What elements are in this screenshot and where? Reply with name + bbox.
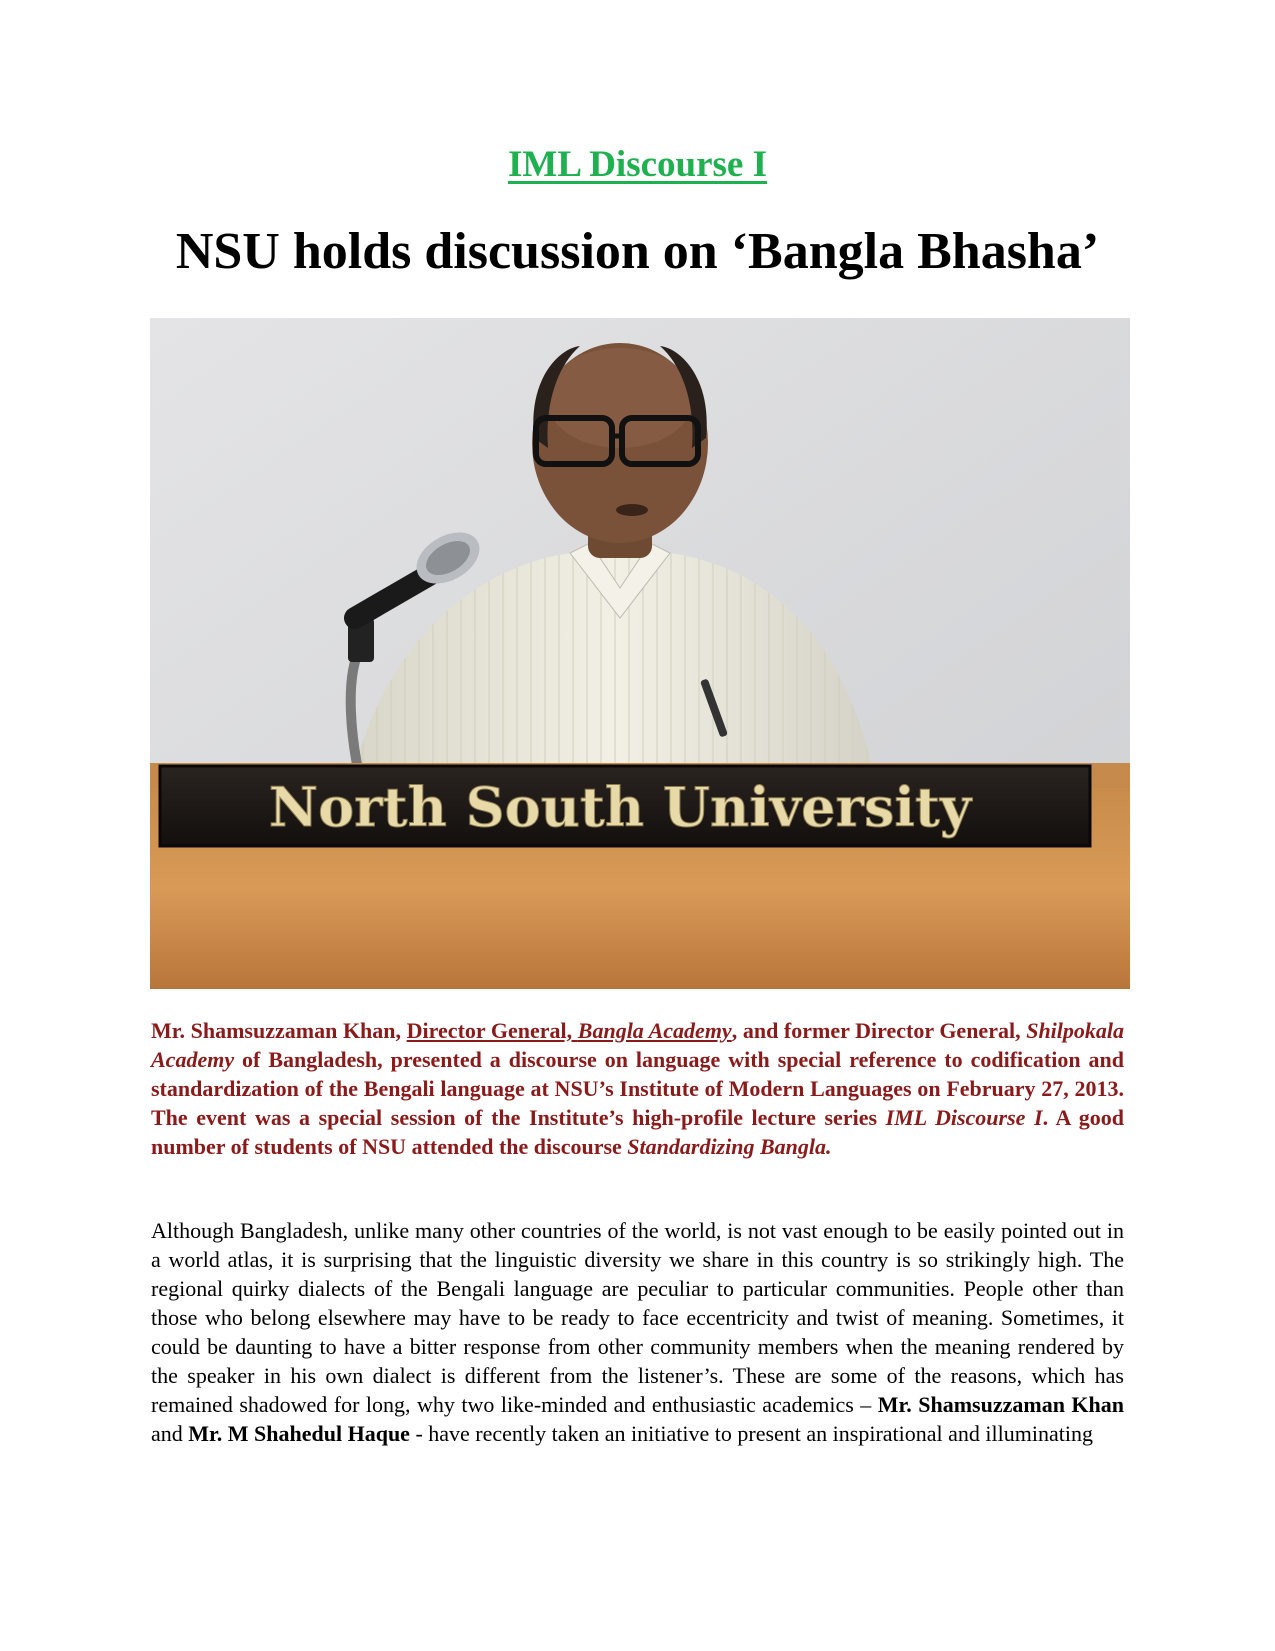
lede-text-3: of Bangladesh, presented a discourse on language with special reference to codification and standardization of the Bengali language at NSU’s Institute of Modern Languages on February 27, 2013. The event was a special session of the Institute’s high-profile lecture series bbox=[151, 1047, 1124, 1130]
section-kicker: IML Discourse I bbox=[508, 144, 767, 185]
body-text-2: and bbox=[151, 1421, 189, 1446]
lede-text-2: , and former Director General, bbox=[731, 1018, 1027, 1043]
article-lede bbox=[151, 1016, 1124, 1161]
article-headline: NSU holds discussion on ‘Bangla Bhasha’ bbox=[175, 223, 1100, 280]
body-name-2: Mr. M Shahedul Haque bbox=[188, 1421, 410, 1446]
article-body bbox=[151, 1216, 1124, 1448]
body-text-3: - have recently taken an initiative to present an inspirational and illuminating bbox=[409, 1421, 1093, 1446]
body-name-1: Mr. Shamsuzzaman Khan bbox=[877, 1392, 1124, 1417]
speaker-photo bbox=[150, 318, 1130, 989]
lede-org-2: Shilpokala Academy bbox=[151, 1018, 1125, 1072]
lede-link-role: Director General, bbox=[406, 1018, 578, 1043]
lede-discourse-title: Standardizing Bangla. bbox=[627, 1134, 832, 1159]
podium-sign-text: North South University bbox=[268, 775, 972, 839]
lede-link-org: Bangla Academy bbox=[577, 1018, 732, 1043]
lede-text-4: . A good number of students of NSU attended the discourse bbox=[151, 1105, 1124, 1159]
lede-series: IML Discourse I bbox=[885, 1105, 1043, 1130]
body-text-1: Although Bangladesh, unlike many other countries of the world, is not vast enough to be easily pointed out in a world atlas, it is surprising that the linguistic diversity we share in this country is so strikingly high. The regional quirky dialects of the Bengali language are peculiar to particular communities. People other than those who belong elsewhere may have to be ready to face eccentricity and twist of meaning. Sometimes, it could be daunting to have a bitter response from other community members when the meaning rendered by the speaker in his own dialect is different from the listener’s. These are some of the reasons, which has remained shadowed for long, why two like-minded and enthusiastic academics – bbox=[151, 1218, 1124, 1417]
lede-text-1: Mr. Shamsuzzaman Khan, bbox=[151, 1018, 407, 1043]
